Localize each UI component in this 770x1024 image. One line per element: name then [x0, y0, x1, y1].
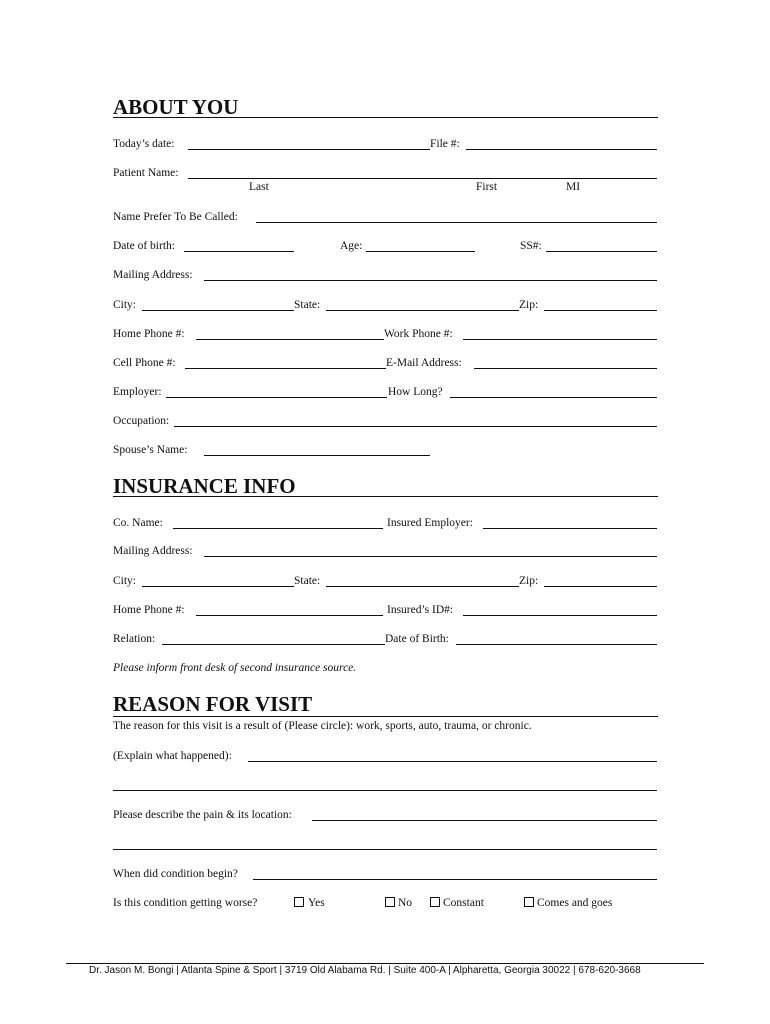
todays-date-label: Today’s date:: [113, 138, 175, 150]
how-long-field[interactable]: [450, 397, 657, 398]
yes-option-label: Yes: [308, 897, 325, 909]
insurance-company-label: Co. Name:: [113, 517, 163, 529]
middle-initial-caption: MI: [566, 181, 581, 193]
file-number-label: File #:: [430, 138, 460, 150]
insurance-home-phone-field[interactable]: [196, 615, 383, 616]
visit-reason-prompt: The reason for this visit is a result of (Please circle): work, sports, auto, trauma, or chronic.: [113, 720, 532, 732]
zip-field[interactable]: [544, 310, 657, 311]
cell-phone-label: Cell Phone #:: [113, 357, 176, 369]
state-field[interactable]: [326, 310, 519, 311]
todays-date-field[interactable]: [188, 149, 430, 150]
footer-rule: [66, 963, 704, 964]
insured-employer-label: Insured Employer:: [387, 517, 473, 529]
heading-rule: [113, 496, 658, 497]
insurance-state-field[interactable]: [326, 586, 519, 587]
getting-worse-label: Is this condition getting worse?: [113, 897, 258, 909]
how-long-label: How Long?: [388, 386, 443, 398]
heading-rule: [113, 716, 658, 717]
constant-option-label: Constant: [443, 897, 484, 909]
insured-id-label: Insured’s ID#:: [387, 604, 454, 616]
explain-field[interactable]: [248, 761, 657, 762]
footer-contact-info: Dr. Jason M. Bongi | Atlanta Spine & Sport | 3719 Old Alabama Rd. | Suite 400-A | Alpharetta, Georgia 30022 | 678-620-3668: [89, 965, 641, 976]
comes-and-goes-checkbox[interactable]: [524, 897, 534, 907]
section-heading-insurance: INSURANCE INFO: [113, 474, 296, 498]
employer-field[interactable]: [166, 397, 387, 398]
age-label: Age:: [340, 240, 363, 252]
pain-location-field[interactable]: [312, 820, 657, 821]
email-field[interactable]: [474, 368, 657, 369]
preferred-name-field[interactable]: [256, 222, 657, 223]
explain-field-continued[interactable]: [113, 790, 657, 791]
mailing-address-field[interactable]: [204, 280, 657, 281]
section-heading-about-you: ABOUT YOU: [113, 95, 239, 119]
preferred-name-label: Name Prefer To Be Called:: [113, 211, 238, 223]
insured-id-field[interactable]: [463, 615, 657, 616]
explain-label: (Explain what happened):: [113, 750, 232, 762]
insurance-company-field[interactable]: [173, 528, 383, 529]
insurance-mailing-address-label: Mailing Address:: [113, 545, 193, 557]
condition-begin-field[interactable]: [253, 879, 657, 880]
work-phone-label: Work Phone #:: [384, 328, 453, 340]
insurance-home-phone-label: Home Phone #:: [113, 604, 185, 616]
date-of-birth-field[interactable]: [184, 251, 294, 252]
no-option-label: No: [398, 897, 413, 909]
work-phone-field[interactable]: [463, 339, 657, 340]
insurance-state-label: State:: [294, 575, 321, 587]
employer-label: Employer:: [113, 386, 162, 398]
cell-phone-field[interactable]: [185, 368, 386, 369]
first-name-caption: First: [476, 181, 498, 193]
city-label: City:: [113, 299, 137, 311]
yes-checkbox[interactable]: [294, 897, 304, 907]
occupation-field[interactable]: [174, 426, 657, 427]
insurance-zip-label: Zip:: [519, 575, 539, 587]
spouse-name-field[interactable]: [204, 455, 430, 456]
insurance-zip-field[interactable]: [544, 586, 657, 587]
pain-location-label: Please describe the pain & its location:: [113, 809, 292, 821]
relation-label: Relation:: [113, 633, 156, 645]
mailing-address-label: Mailing Address:: [113, 269, 193, 281]
spouse-name-label: Spouse’s Name:: [113, 444, 188, 456]
section-heading-reason: REASON FOR VISIT: [113, 692, 313, 716]
email-label: E-Mail Address:: [386, 357, 462, 369]
insurance-city-label: City:: [113, 575, 137, 587]
second-insurance-note: Please inform front desk of second insurance source.: [113, 662, 357, 674]
no-checkbox[interactable]: [385, 897, 395, 907]
insured-date-of-birth-field[interactable]: [456, 644, 657, 645]
home-phone-field[interactable]: [196, 339, 384, 340]
comes-and-goes-option-label: Comes and goes: [537, 897, 613, 909]
ssn-field[interactable]: [546, 251, 657, 252]
home-phone-label: Home Phone #:: [113, 328, 185, 340]
constant-checkbox[interactable]: [430, 897, 440, 907]
file-number-field[interactable]: [466, 149, 657, 150]
insurance-mailing-address-field[interactable]: [204, 556, 657, 557]
insurance-city-field[interactable]: [142, 586, 294, 587]
last-name-caption: Last: [249, 181, 269, 193]
condition-begin-label: When did condition begin?: [113, 868, 238, 880]
state-label: State:: [294, 299, 321, 311]
relation-field[interactable]: [162, 644, 385, 645]
date-of-birth-label: Date of birth:: [113, 240, 175, 252]
patient-name-label: Patient Name:: [113, 167, 179, 179]
occupation-label: Occupation:: [113, 415, 170, 427]
patient-name-field[interactable]: [188, 178, 657, 179]
zip-label: Zip:: [519, 299, 539, 311]
insured-date-of-birth-label: Date of Birth:: [385, 633, 449, 645]
ssn-label: SS#:: [520, 240, 542, 252]
city-field[interactable]: [142, 310, 294, 311]
insured-employer-field[interactable]: [483, 528, 657, 529]
heading-rule: [113, 117, 658, 118]
pain-location-field-continued[interactable]: [113, 849, 657, 850]
age-field[interactable]: [366, 251, 475, 252]
